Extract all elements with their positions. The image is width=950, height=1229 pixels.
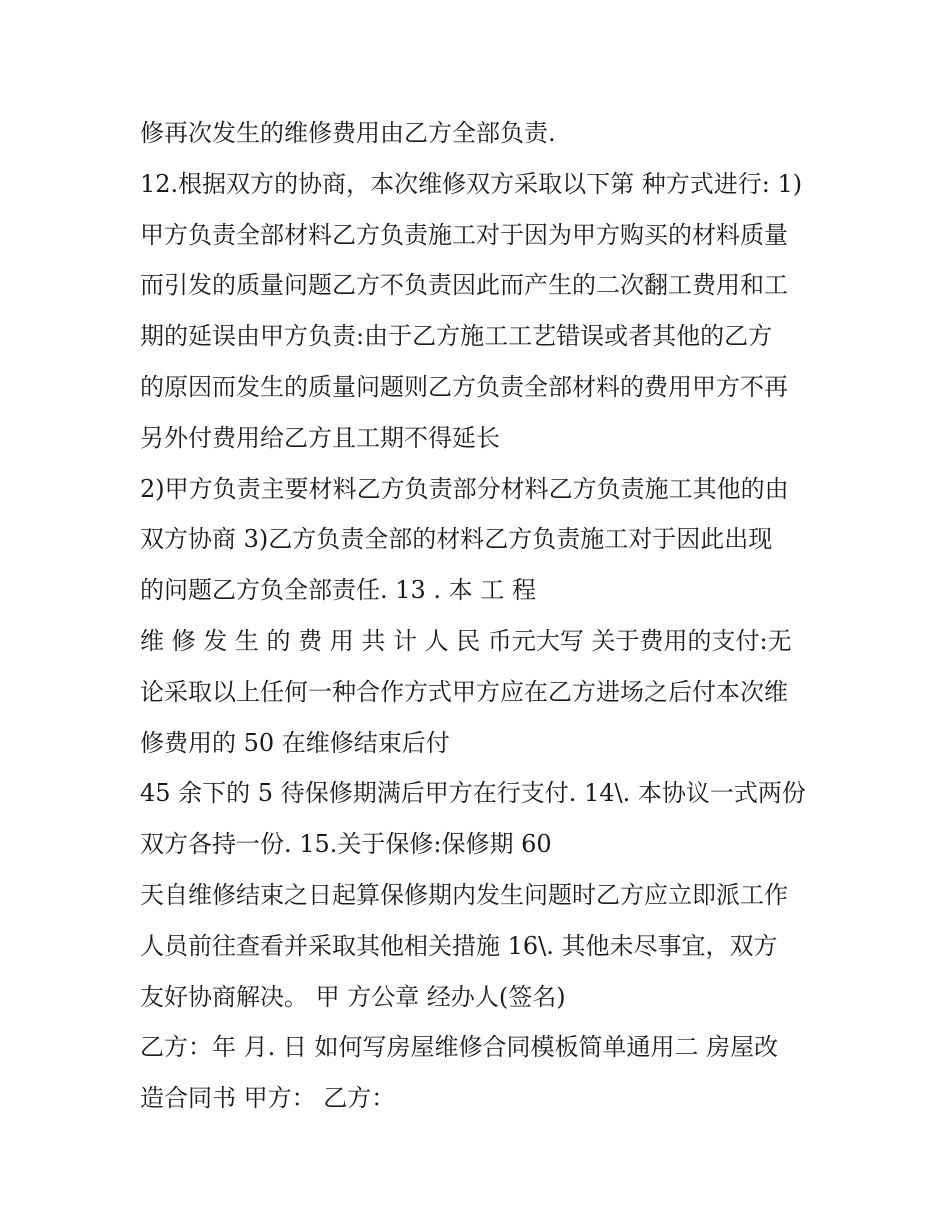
text-line: 修再次发生的维修费用由乙方全部负责. [140, 119, 556, 147]
text-line: 友好协商解决。 甲 方公章 经办人(签名) [140, 982, 566, 1011]
text-line: 论采取以上任何一种合作方式甲方应在乙方进场之后付本次维 [140, 677, 788, 706]
text-line: 人员前往查看并采取其他相关措施 16\. 其他未尽事宜，双方 [140, 931, 778, 960]
text-line: 造合同书 甲方： 乙方： [140, 1084, 396, 1113]
text-line: 期的延误由甲方负责:由于乙方施工工艺错误或者其他的乙方 [140, 322, 773, 351]
text-line: 12.根据双方的协商，本次维修双方采取以下第 种方式进行: 1) [140, 169, 803, 198]
text-line: 双方协商 3)乙方负责全部的材料乙方负责施工对于因此出现 [140, 525, 773, 554]
text-line: 2)甲方负责主要材料乙方负责部分材料乙方负责施工其他的由 [140, 474, 789, 503]
text-line: 维 修 发 生 的 费 用 共 计 人 民 币元大写 关于费用的支付:无 [140, 626, 792, 655]
document-body [140, 108, 830, 1124]
text-line: 而引发的质量问题乙方不负责因此而产生的二次翻工费用和工 [140, 271, 788, 300]
text-line: 天自维修结束之日起算保修期内发生问题时乙方应立即派工作 [140, 880, 788, 909]
text-line: 乙方：年 月. 日 如何写房屋维修合同模板简单通用二 房屋改 [140, 1033, 779, 1062]
text-line: 的问题乙方负全部责任. 13 . 本 工 程 [140, 576, 536, 605]
text-line: 修费用的 50 在维修结束后付 [140, 728, 450, 757]
text-line: 双方各持一份. 15.关于保修:保修期 60 [140, 830, 552, 859]
text-line: 甲方负责全部材料乙方负责施工对于因为甲方购买的材料质量 [140, 220, 788, 249]
text-line: 的原因而发生的质量问题则乙方负责全部材料的费用甲方不再 [140, 372, 788, 401]
text-line: 45 余下的 5 待保修期满后甲方在行支付. 14\. 本协议一式两份 [140, 779, 806, 808]
text-line: 另外付费用给乙方且工期不得延长 [140, 423, 500, 452]
